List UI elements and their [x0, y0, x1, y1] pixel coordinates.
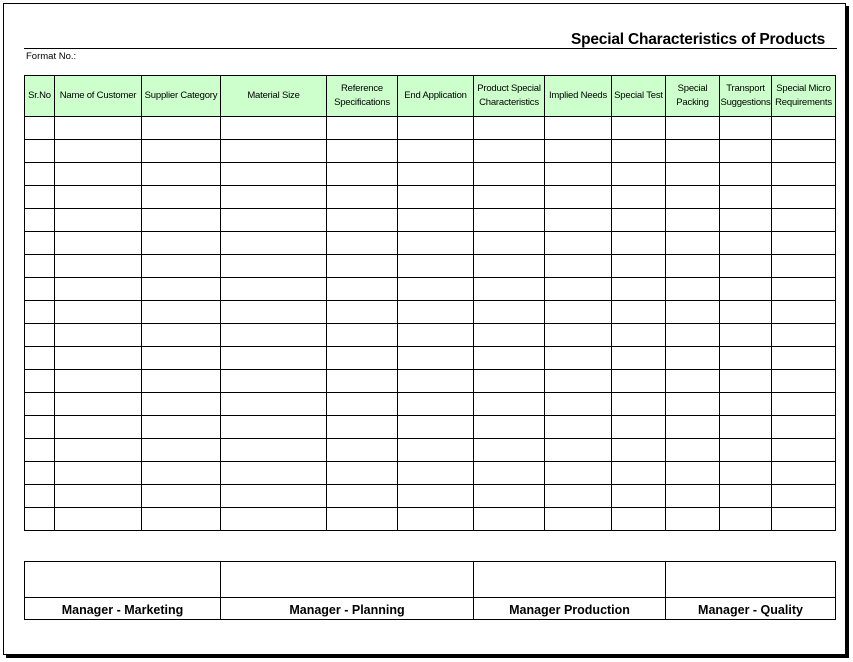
table-cell[interactable] — [720, 232, 772, 255]
table-cell[interactable] — [142, 393, 221, 416]
table-cell[interactable] — [720, 301, 772, 324]
signature-space-row — [25, 562, 836, 598]
table-cell[interactable] — [720, 347, 772, 370]
signature-label-marketing: Manager - Marketing — [25, 598, 221, 620]
table-cell[interactable] — [142, 232, 221, 255]
format-number-label: Format No.: — [26, 51, 77, 62]
table-cell[interactable] — [25, 209, 55, 232]
table-cell[interactable] — [772, 462, 836, 485]
table-cell[interactable] — [612, 255, 666, 278]
table-cell[interactable] — [772, 209, 836, 232]
table-cell[interactable] — [142, 278, 221, 301]
table-cell[interactable] — [142, 370, 221, 393]
table-cell[interactable] — [612, 370, 666, 393]
table-row — [25, 232, 836, 255]
table-cell[interactable] — [398, 186, 474, 209]
table-row — [25, 462, 836, 485]
table-cell[interactable] — [720, 186, 772, 209]
col-header-material-size: Material Size — [221, 76, 327, 117]
table-cell[interactable] — [612, 301, 666, 324]
col-header-special-micro-requirements: Special Micro Requirements — [772, 76, 836, 117]
table-cell[interactable] — [772, 186, 836, 209]
table-cell[interactable] — [142, 416, 221, 439]
table-cell[interactable] — [666, 232, 720, 255]
table-cell[interactable] — [398, 117, 474, 140]
table-cell[interactable] — [666, 163, 720, 186]
table-cell[interactable] — [772, 508, 836, 531]
table-cell[interactable] — [666, 301, 720, 324]
table-cell[interactable] — [545, 324, 612, 347]
table-cell[interactable] — [221, 416, 327, 439]
table-cell[interactable] — [545, 508, 612, 531]
page-title: Special Characteristics of Products — [570, 31, 825, 48]
table-cell[interactable] — [398, 209, 474, 232]
table-row — [25, 347, 836, 370]
table-cell[interactable] — [720, 439, 772, 462]
table-cell[interactable] — [25, 255, 55, 278]
table-cell[interactable] — [55, 370, 142, 393]
table-cell[interactable] — [25, 324, 55, 347]
table-cell[interactable] — [55, 485, 142, 508]
table-cell[interactable] — [327, 324, 398, 347]
table-cell[interactable] — [474, 140, 545, 163]
table-cell[interactable] — [612, 140, 666, 163]
table-cell[interactable] — [25, 232, 55, 255]
table-cell[interactable] — [221, 186, 327, 209]
table-cell[interactable] — [398, 393, 474, 416]
table-cell[interactable] — [545, 209, 612, 232]
table-cell[interactable] — [142, 163, 221, 186]
table-cell[interactable] — [398, 347, 474, 370]
table-cell[interactable] — [474, 278, 545, 301]
table-cell[interactable] — [545, 163, 612, 186]
table-cell[interactable] — [545, 255, 612, 278]
table-cell[interactable] — [221, 209, 327, 232]
table-row — [25, 301, 836, 324]
table-cell[interactable] — [55, 209, 142, 232]
table-cell[interactable] — [327, 462, 398, 485]
table-cell[interactable] — [612, 232, 666, 255]
table-cell[interactable] — [398, 370, 474, 393]
table-cell[interactable] — [545, 301, 612, 324]
table-cell[interactable] — [25, 347, 55, 370]
table-cell[interactable] — [612, 439, 666, 462]
table-cell[interactable] — [55, 393, 142, 416]
table-cell[interactable] — [772, 393, 836, 416]
col-header-transport-suggestions: Transport Suggestions — [720, 76, 772, 117]
table-cell[interactable] — [666, 186, 720, 209]
table-cell[interactable] — [545, 278, 612, 301]
table-cell[interactable] — [666, 393, 720, 416]
table-cell[interactable] — [25, 301, 55, 324]
col-header-sr-no: Sr.No — [25, 76, 55, 117]
table-cell[interactable] — [720, 209, 772, 232]
signature-box-quality[interactable] — [666, 562, 836, 598]
table-cell[interactable] — [55, 439, 142, 462]
table-cell[interactable] — [55, 278, 142, 301]
table-cell[interactable] — [25, 393, 55, 416]
table-cell[interactable] — [221, 370, 327, 393]
table-cell[interactable] — [221, 485, 327, 508]
table-cell[interactable] — [666, 140, 720, 163]
table-cell[interactable] — [25, 416, 55, 439]
table-cell[interactable] — [772, 485, 836, 508]
table-cell[interactable] — [327, 140, 398, 163]
table-cell[interactable] — [772, 163, 836, 186]
table-cell[interactable] — [772, 140, 836, 163]
table-cell[interactable] — [142, 117, 221, 140]
table-cell[interactable] — [55, 508, 142, 531]
table-cell[interactable] — [142, 508, 221, 531]
table-cell[interactable] — [398, 278, 474, 301]
col-header-end-application: End Application — [398, 76, 474, 117]
table-cell[interactable] — [55, 462, 142, 485]
table-cell[interactable] — [720, 163, 772, 186]
table-cell[interactable] — [612, 462, 666, 485]
table-cell[interactable] — [772, 347, 836, 370]
col-header-special-test: Special Test — [612, 76, 666, 117]
table-cell[interactable] — [142, 186, 221, 209]
table-row — [25, 508, 836, 531]
table-cell[interactable] — [612, 485, 666, 508]
table-cell[interactable] — [55, 140, 142, 163]
table-cell[interactable] — [666, 255, 720, 278]
table-cell[interactable] — [666, 117, 720, 140]
table-cell[interactable] — [545, 186, 612, 209]
table-cell[interactable] — [720, 485, 772, 508]
signature-label-row — [25, 598, 836, 620]
table-cell[interactable] — [398, 301, 474, 324]
table-cell[interactable] — [55, 163, 142, 186]
table-cell[interactable] — [474, 416, 545, 439]
table-cell[interactable] — [666, 370, 720, 393]
table-cell[interactable] — [327, 301, 398, 324]
table-cell[interactable] — [612, 163, 666, 186]
table-row — [25, 439, 836, 462]
table-cell[interactable] — [545, 416, 612, 439]
col-header-customer-name: Name of Customer — [55, 76, 142, 117]
table-cell[interactable] — [142, 347, 221, 370]
table-cell[interactable] — [720, 393, 772, 416]
table-cell[interactable] — [474, 255, 545, 278]
table-cell[interactable] — [221, 301, 327, 324]
table-cell[interactable] — [327, 347, 398, 370]
table-row — [25, 163, 836, 186]
signature-box-marketing[interactable] — [25, 562, 221, 598]
table-cell[interactable] — [327, 186, 398, 209]
table-cell[interactable] — [327, 416, 398, 439]
table-cell[interactable] — [720, 416, 772, 439]
table-cell[interactable] — [474, 462, 545, 485]
table-cell[interactable] — [25, 370, 55, 393]
table-cell[interactable] — [327, 163, 398, 186]
table-cell[interactable] — [612, 416, 666, 439]
table-cell[interactable] — [398, 439, 474, 462]
table-cell[interactable] — [666, 439, 720, 462]
col-header-supplier-category: Supplier Category — [142, 76, 221, 117]
table-cell[interactable] — [720, 462, 772, 485]
table-cell[interactable] — [55, 324, 142, 347]
table-cell[interactable] — [327, 232, 398, 255]
table-cell[interactable] — [720, 370, 772, 393]
table-cell[interactable] — [25, 462, 55, 485]
table-cell[interactable] — [55, 117, 142, 140]
table-row — [25, 255, 836, 278]
table-cell[interactable] — [474, 508, 545, 531]
table-cell[interactable] — [612, 508, 666, 531]
table-row — [25, 117, 836, 140]
table-cell[interactable] — [666, 416, 720, 439]
table-cell[interactable] — [327, 117, 398, 140]
table-cell[interactable] — [142, 439, 221, 462]
table-row — [25, 209, 836, 232]
table-cell[interactable] — [221, 163, 327, 186]
table-cell[interactable] — [221, 324, 327, 347]
table-row — [25, 140, 836, 163]
table-cell[interactable] — [474, 324, 545, 347]
table-cell[interactable] — [25, 163, 55, 186]
table-cell[interactable] — [612, 209, 666, 232]
table-cell[interactable] — [474, 370, 545, 393]
table-cell[interactable] — [612, 186, 666, 209]
table-cell[interactable] — [545, 393, 612, 416]
table-cell[interactable] — [221, 347, 327, 370]
table-cell[interactable] — [398, 163, 474, 186]
table-cell[interactable] — [474, 163, 545, 186]
table-row — [25, 370, 836, 393]
table-cell[interactable] — [666, 347, 720, 370]
table-cell[interactable] — [25, 186, 55, 209]
table-cell[interactable] — [772, 370, 836, 393]
table-cell[interactable] — [772, 324, 836, 347]
table-cell[interactable] — [25, 485, 55, 508]
table-cell[interactable] — [142, 255, 221, 278]
table-cell[interactable] — [25, 439, 55, 462]
table-cell[interactable] — [221, 462, 327, 485]
table-cell[interactable] — [612, 117, 666, 140]
table-cell[interactable] — [221, 278, 327, 301]
table-cell[interactable] — [474, 186, 545, 209]
table-cell[interactable] — [545, 439, 612, 462]
table-cell[interactable] — [474, 485, 545, 508]
table-cell[interactable] — [221, 255, 327, 278]
table-cell[interactable] — [474, 117, 545, 140]
table-cell[interactable] — [772, 255, 836, 278]
table-cell[interactable] — [772, 117, 836, 140]
table-cell[interactable] — [666, 462, 720, 485]
table-cell[interactable] — [474, 209, 545, 232]
table-cell[interactable] — [142, 301, 221, 324]
table-cell[interactable] — [474, 347, 545, 370]
table-row — [25, 186, 836, 209]
table-cell[interactable] — [398, 140, 474, 163]
table-cell[interactable] — [55, 186, 142, 209]
table-cell[interactable] — [221, 140, 327, 163]
table-cell[interactable] — [612, 278, 666, 301]
table-cell[interactable] — [221, 117, 327, 140]
table-cell[interactable] — [327, 209, 398, 232]
signature-label-production: Manager Production — [474, 598, 666, 620]
table-cell[interactable] — [545, 117, 612, 140]
table-cell[interactable] — [327, 485, 398, 508]
table-cell[interactable] — [398, 462, 474, 485]
table-cell[interactable] — [398, 232, 474, 255]
table-cell[interactable] — [772, 439, 836, 462]
col-header-implied-needs: Implied Needs — [545, 76, 612, 117]
table-cell[interactable] — [142, 324, 221, 347]
table-cell[interactable] — [720, 324, 772, 347]
table-cell[interactable] — [545, 485, 612, 508]
table-cell[interactable] — [474, 393, 545, 416]
col-header-reference-specifications: Reference Specifications — [327, 76, 398, 117]
table-cell[interactable] — [25, 117, 55, 140]
table-cell[interactable] — [772, 416, 836, 439]
table-cell[interactable] — [142, 485, 221, 508]
table-cell[interactable] — [545, 232, 612, 255]
col-header-product-special-characteristics: Product Special Characteristics — [474, 76, 545, 117]
table-cell[interactable] — [720, 117, 772, 140]
table-cell[interactable] — [55, 347, 142, 370]
table-cell[interactable] — [720, 140, 772, 163]
table-cell[interactable] — [55, 416, 142, 439]
table-header-row — [25, 76, 836, 117]
table-cell[interactable] — [474, 439, 545, 462]
table-cell[interactable] — [720, 255, 772, 278]
table-cell[interactable] — [398, 508, 474, 531]
table-row — [25, 278, 836, 301]
table-cell[interactable] — [327, 278, 398, 301]
table-cell[interactable] — [55, 232, 142, 255]
table-cell[interactable] — [772, 278, 836, 301]
table-cell[interactable] — [221, 439, 327, 462]
table-cell[interactable] — [545, 140, 612, 163]
table-cell[interactable] — [398, 255, 474, 278]
table-cell[interactable] — [720, 278, 772, 301]
table-cell[interactable] — [666, 508, 720, 531]
table-cell[interactable] — [474, 301, 545, 324]
table-cell[interactable] — [772, 301, 836, 324]
table-cell[interactable] — [612, 347, 666, 370]
signature-box-production[interactable] — [474, 562, 666, 598]
table-cell[interactable] — [55, 301, 142, 324]
signature-label-quality: Manager - Quality — [666, 598, 836, 620]
signature-box-planning[interactable] — [221, 562, 474, 598]
table-cell[interactable] — [545, 462, 612, 485]
table-cell[interactable] — [612, 393, 666, 416]
table-cell[interactable] — [25, 278, 55, 301]
title-underline — [24, 48, 837, 49]
table-row — [25, 324, 836, 347]
table-cell[interactable] — [221, 508, 327, 531]
form-sheet — [3, 3, 846, 655]
table-cell[interactable] — [398, 416, 474, 439]
table-cell[interactable] — [666, 209, 720, 232]
table-cell[interactable] — [327, 255, 398, 278]
col-header-special-packing: Special Packing — [666, 76, 720, 117]
table-cell[interactable] — [612, 324, 666, 347]
signature-table — [24, 561, 836, 620]
table-cell[interactable] — [327, 393, 398, 416]
table-cell[interactable] — [327, 439, 398, 462]
signature-label-planning: Manager - Planning — [221, 598, 474, 620]
table-cell[interactable] — [398, 485, 474, 508]
table-cell[interactable] — [55, 255, 142, 278]
table-cell[interactable] — [398, 324, 474, 347]
table-cell[interactable] — [327, 370, 398, 393]
table-row — [25, 485, 836, 508]
table-cell[interactable] — [666, 485, 720, 508]
table-cell[interactable] — [327, 508, 398, 531]
table-cell[interactable] — [666, 278, 720, 301]
table-cell[interactable] — [221, 393, 327, 416]
characteristics-table — [24, 75, 836, 531]
table-cell[interactable] — [142, 462, 221, 485]
table-cell[interactable] — [142, 209, 221, 232]
table-cell[interactable] — [666, 324, 720, 347]
table-cell[interactable] — [545, 347, 612, 370]
table-cell[interactable] — [720, 508, 772, 531]
table-cell[interactable] — [25, 140, 55, 163]
table-cell[interactable] — [772, 232, 836, 255]
table-cell[interactable] — [474, 232, 545, 255]
table-row — [25, 416, 836, 439]
table-cell[interactable] — [545, 370, 612, 393]
table-cell[interactable] — [142, 140, 221, 163]
table-row — [25, 393, 836, 416]
table-body — [25, 117, 836, 531]
table-cell[interactable] — [221, 232, 327, 255]
table-cell[interactable] — [25, 508, 55, 531]
